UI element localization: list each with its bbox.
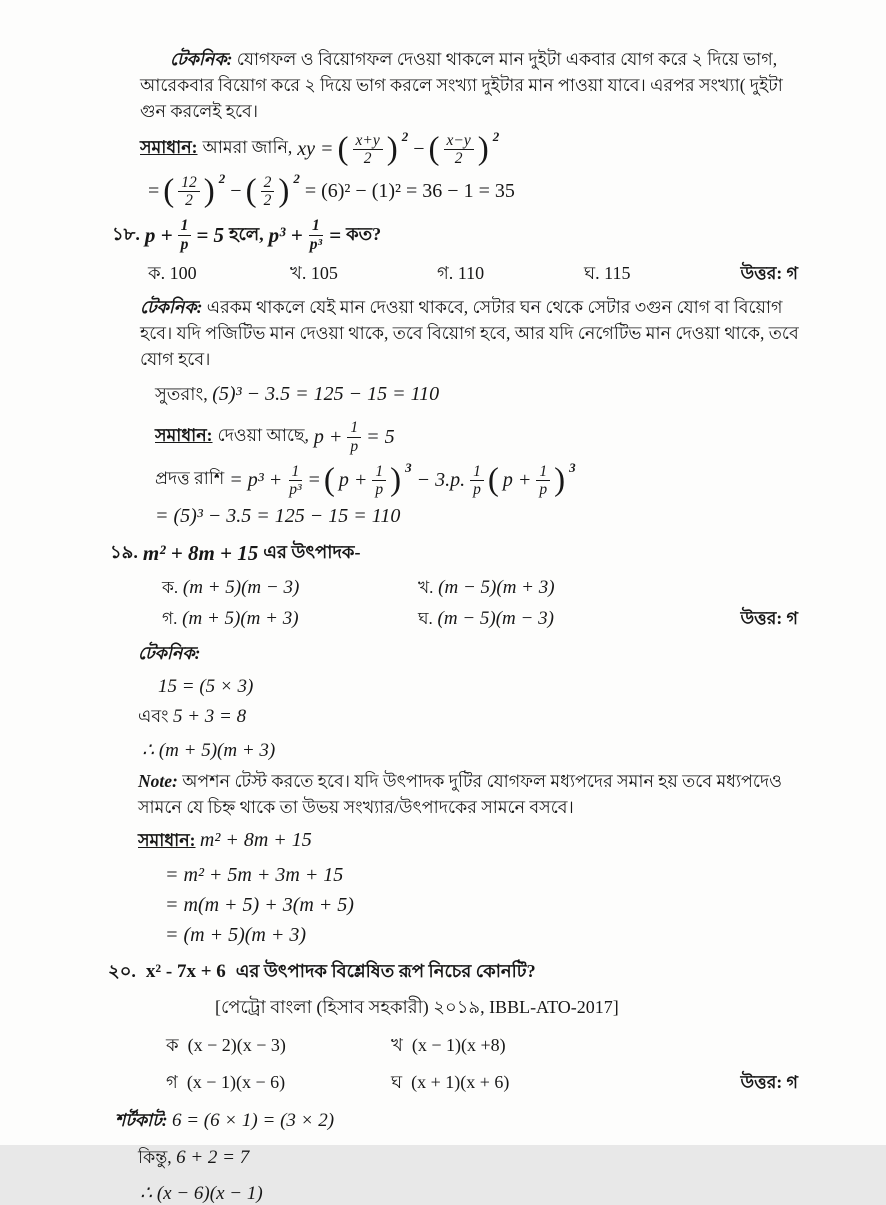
option-d: ঘ (x + 1)(x + 6) xyxy=(391,1071,510,1092)
q18-solution-given xyxy=(155,419,798,455)
option-a: ক. 100 xyxy=(148,263,197,284)
minus-sign: − xyxy=(230,180,242,203)
option-c: গ. 110 xyxy=(437,263,485,284)
formula-p-plus: p + xyxy=(313,425,343,448)
option-a: ক. (m + 5)(m − 3) xyxy=(162,576,300,598)
option-b: খ. 105 xyxy=(290,263,338,284)
result-expression: = (6)² − (1)² = 36 − 1 = 35 xyxy=(304,180,515,203)
fraction-1-over-p: $\frac{1}{p}$ xyxy=(178,217,192,253)
exponent: 2 xyxy=(492,129,500,144)
exponent: 2 xyxy=(218,170,226,186)
option-d: ঘ. 115 xyxy=(584,263,631,284)
fraction-2-over-2: $\frac{2}{2}$ xyxy=(261,174,275,210)
close-paren: ) xyxy=(203,172,215,209)
bengali-ebong: এবং xyxy=(138,705,169,726)
fraction-12-over-2: $\frac{12}{2}$ xyxy=(178,174,200,210)
equals-p3-plus: = p³ + xyxy=(229,469,283,492)
formula-p-cubed-plus: p³ + xyxy=(268,222,303,247)
solution-expression: m² + 8m + 15 xyxy=(199,828,312,851)
technique-text: যোগফল ও বিয়োগফল দেওয়া থাকলে মান দুইটা একবার যোগ করে ২ দিয়ে ভাগ, আরেকবার বিয়োগ করে ২ দিয়ে ভাগ করলে সংখ্যা দুইটার মান পাওয়া যাবে। এরপর সংখ্যা( দুইটা গুন করলেই হবে। xyxy=(140,49,783,121)
fraction-x-plus-y-over-2: $\frac{x+y}{2}$ xyxy=(353,132,383,168)
q18-final-line: = (5)³ − 3.5 = 125 − 15 = 110 xyxy=(155,504,401,527)
open-paren: ( xyxy=(337,131,349,168)
question-19-title xyxy=(110,538,798,569)
note-paragraph xyxy=(138,768,810,820)
solution-label: সমাধান: xyxy=(155,424,213,445)
answer-badge-q18: উত্তর: গ xyxy=(740,263,798,284)
open-paren: ( xyxy=(428,131,440,168)
close-paren: ) xyxy=(278,172,290,209)
given-expression-label: প্রদত্ত রাশি xyxy=(155,468,225,489)
solution-label: সমাধান: xyxy=(138,829,196,850)
option-a: ক (x − 2)(x − 3) xyxy=(166,1034,286,1055)
note-label: Note: xyxy=(138,770,178,791)
solution-step: = (m + 5)(m + 3) xyxy=(165,923,307,946)
solution-q17-line2 xyxy=(148,170,798,210)
equals-sign: = xyxy=(308,469,320,492)
question-suffix: এর উৎপাদক- xyxy=(263,541,361,562)
close-paren: ) xyxy=(386,131,398,168)
close-paren: ) xyxy=(390,461,402,498)
open-paren: ( xyxy=(487,461,499,498)
solution-step: = m² + 5m + 3m + 15 xyxy=(165,863,344,886)
q19-therefore-line: ∴ (m + 5)(m + 3) xyxy=(142,739,276,761)
answer-badge-q19: উত্তর: গ xyxy=(740,607,798,628)
solution-lead: আমরা জানি, xyxy=(202,137,293,158)
close-paren: ) xyxy=(554,461,566,498)
formula-p-plus: p + xyxy=(144,222,173,247)
question-18-title xyxy=(112,217,798,253)
q19-sum-line xyxy=(138,704,798,733)
quadratic-x: x² - 7x + 6 xyxy=(145,961,226,983)
fraction-1-over-p: $\frac{1}{p}$ xyxy=(536,463,550,499)
q19-factor-line: 15 = (5 × 3) xyxy=(158,675,254,697)
bengali-hole: হলে, xyxy=(229,223,264,244)
option-b: খ. (m − 5)(m + 3) xyxy=(418,576,555,598)
bengali-kintu: কিন্তু, xyxy=(138,1146,172,1167)
quadratic-m: m² + 8m + 15 xyxy=(142,540,259,565)
close-paren: ) xyxy=(477,131,489,168)
technique-text: এরকম থাকলে যেই মান দেওয়া থাকবে, সেটার ঘন থেকে সেটার ৩গুন যোগ বা বিয়োগ হবে। যদি পজিটিভ মান দেওয়া থাকে, তবে বিয়োগ হবে, আর যদি নেগেটিভ মান দেওয়া থাকে, তবে যোগ হবে। xyxy=(140,297,799,370)
q18-options-row xyxy=(148,259,798,290)
shortcut-math: 6 = (6 × 1) = (3 × 2) xyxy=(171,1109,335,1131)
solution-step: = m(m + 5) + 3(m + 5) xyxy=(165,893,354,916)
exponent: 3 xyxy=(569,459,576,475)
option-c: গ. (m + 5)(m + 3) xyxy=(162,607,299,629)
but-math: 6 + 2 = 7 xyxy=(176,1146,250,1168)
fraction-1-over-p: $\frac{1}{p}$ xyxy=(347,419,361,455)
technique-note-q17 xyxy=(140,46,808,124)
technique-label-q19: টেকনিক: xyxy=(138,642,201,663)
question-number: ১৯. xyxy=(110,541,138,562)
bengali-koto: কত? xyxy=(346,223,382,244)
option-b: খ (x − 1)(x +8) xyxy=(391,1034,506,1055)
exponent: 3 xyxy=(405,459,412,475)
exponent: 2 xyxy=(401,129,409,144)
q20-options-row2 xyxy=(166,1068,798,1099)
q20-shortcut-line xyxy=(115,1108,798,1137)
solution-lead: দেওয়া আছে, xyxy=(217,424,309,445)
equals-5: = 5 xyxy=(196,222,225,247)
question-20-title xyxy=(108,957,798,988)
question-number: ১৮. xyxy=(112,223,140,244)
note-text: অপশন টেস্ট করতে হবে। যদি উৎপাদক দুটির যোগফল মধ্যপদের সমান হয় তবে মধ্যপদেও সামনে যে চিহ্ন থাকে তা উভয় সংখ্যার/উৎপাদকের সামনে বসবে। xyxy=(138,770,783,817)
formula-xy: xy = xyxy=(297,138,334,161)
p-plus: p + xyxy=(338,469,368,492)
minus-3p: − 3.p. xyxy=(416,469,466,492)
sum-math: 5 + 3 = 8 xyxy=(172,705,247,727)
fraction-1-over-p-cubed: $\frac{1}{\text{p³}}$ xyxy=(289,462,302,499)
technique-label: টেকনিক: xyxy=(170,49,233,69)
q18-shortcut-line xyxy=(155,380,798,411)
question-source: [পেট্রো বাংলা (হিসাব সহকারী) ২০১৯, IBBL-ATO-2017] xyxy=(215,996,619,1017)
fraction-1-over-p-cubed: $\frac{1}{\text{p³}}$ xyxy=(309,217,323,253)
q19-options-row2 xyxy=(162,606,798,635)
option-c: গ (x − 1)(x − 6) xyxy=(166,1071,286,1092)
minus-sign: − xyxy=(413,138,425,161)
therefore-lead: সুতরাং, xyxy=(155,384,208,405)
shortcut-math: (5)³ − 3.5 = 125 − 15 = 110 xyxy=(212,383,440,406)
option-d: ঘ. (m − 5)(m − 3) xyxy=(418,607,554,629)
technique-label: টেকনিক: xyxy=(140,297,203,318)
equals-5: = 5 xyxy=(366,425,395,448)
open-paren: ( xyxy=(245,172,257,209)
fraction-x-minus-y-over-2: $\frac{x-y}{2}$ xyxy=(444,132,474,168)
answer-badge-q20: উত্তর: গ xyxy=(740,1071,798,1092)
q20-but-line xyxy=(138,1145,798,1174)
equals-sign: = xyxy=(329,222,342,247)
open-paren: ( xyxy=(323,461,335,498)
technique-note-q18 xyxy=(140,294,812,372)
shortcut-label: শর্টকাট: xyxy=(115,1109,168,1130)
open-paren: ( xyxy=(163,172,175,209)
q19-solution-head xyxy=(138,828,798,857)
question-suffix: এর উৎপাদক বিশ্লেষিত রূপ নিচের কোনটি? xyxy=(235,960,536,981)
q20-options-row1 xyxy=(166,1031,798,1062)
q18-expansion-line xyxy=(155,459,798,499)
fraction-1-over-p: $\frac{1}{p}$ xyxy=(372,463,386,499)
q20-therefore-line: ∴ (x − 6)(x − 1) xyxy=(140,1182,263,1204)
solution-q17-line1 xyxy=(140,129,798,168)
equals-sign: = xyxy=(148,180,160,203)
exponent: 2 xyxy=(293,170,300,186)
q19-options-row1 xyxy=(162,575,798,603)
p-plus: p + xyxy=(502,469,532,492)
question-number: ২০. xyxy=(108,960,136,981)
solution-label: সমাধান: xyxy=(140,137,198,158)
fraction-1-over-p: $\frac{1}{p}$ xyxy=(470,463,484,499)
